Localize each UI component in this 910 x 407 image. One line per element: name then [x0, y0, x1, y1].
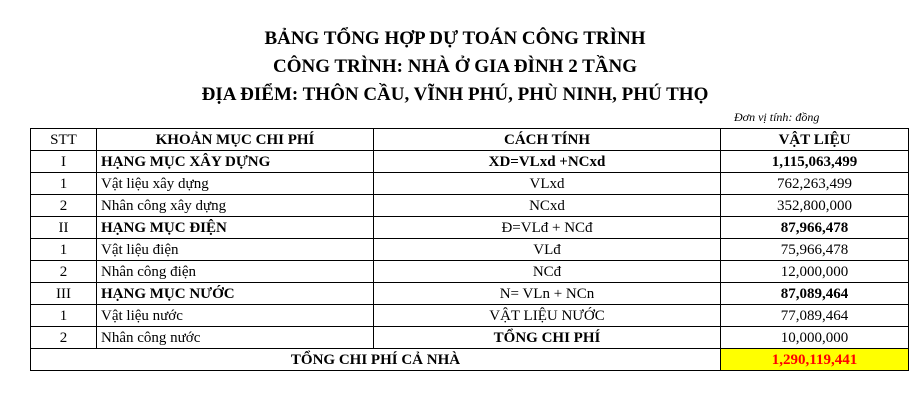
cell-value: 1,115,063,499	[721, 151, 909, 173]
cell-stt: 1	[31, 305, 97, 327]
project-name: CÔNG TRÌNH: NHÀ Ở GIA ĐÌNH 2 TẦNG	[272, 56, 638, 77]
cell-item: HẠNG MỤC ĐIỆN	[97, 217, 374, 239]
cell-item: Vật liệu điện	[97, 239, 374, 261]
cell-calc: Đ=VLđ + NCđ	[374, 217, 721, 239]
cell-item: Nhân công điện	[97, 261, 374, 283]
unit-note: Đơn vị tính: đồng	[734, 110, 820, 124]
table-row-section	[31, 283, 909, 305]
table-row-section	[31, 217, 909, 239]
table-row-section	[31, 151, 909, 173]
cell-value: 762,263,499	[721, 173, 909, 195]
header-material: VẬT LIỆU	[721, 129, 909, 151]
cell-stt: 1	[31, 239, 97, 261]
total-value: 1,290,119,441	[721, 349, 909, 371]
cell-calc: VLđ	[374, 239, 721, 261]
cell-item: Vật liệu xây dựng	[97, 173, 374, 195]
cell-calc: NCxd	[374, 195, 721, 217]
cell-item: Nhân công xây dựng	[97, 195, 374, 217]
cell-stt: 2	[31, 261, 97, 283]
cell-value: 87,966,478	[721, 217, 909, 239]
table-row	[31, 195, 909, 217]
cell-stt: III	[31, 283, 97, 305]
cell-calc: VẬT LIỆU NƯỚC	[374, 305, 721, 327]
document-title: BẢNG TỔNG HỢP DỰ TOÁN CÔNG TRÌNH	[264, 28, 646, 49]
cell-stt: I	[31, 151, 97, 173]
cell-value: 77,089,464	[721, 305, 909, 327]
cell-stt: 2	[31, 327, 97, 349]
cell-item: Nhân công nước	[97, 327, 374, 349]
cost-summary-table	[30, 128, 909, 371]
header-calculation: CÁCH TÍNH	[374, 129, 721, 151]
table-row	[31, 239, 909, 261]
table-row	[31, 173, 909, 195]
cell-item: HẠNG MỤC XÂY DỰNG	[97, 151, 374, 173]
header-cost-item: KHOẢN MỤC CHI PHÍ	[97, 129, 374, 151]
table-row	[31, 327, 909, 349]
header-stt: STT	[31, 129, 97, 151]
cell-stt: 2	[31, 195, 97, 217]
cell-calc: NCđ	[374, 261, 721, 283]
cell-value: 352,800,000	[721, 195, 909, 217]
cell-calc: XD=VLxd +NCxd	[374, 151, 721, 173]
cell-calc: N= VLn + NCn	[374, 283, 721, 305]
table-row	[31, 305, 909, 327]
cell-value: 87,089,464	[721, 283, 909, 305]
cell-stt: II	[31, 217, 97, 239]
header-row	[31, 129, 909, 151]
cell-value: 75,966,478	[721, 239, 909, 261]
cell-value: 12,000,000	[721, 261, 909, 283]
cell-stt: 1	[31, 173, 97, 195]
total-row	[31, 349, 909, 371]
cell-item: Vật liệu nước	[97, 305, 374, 327]
project-location: ĐỊA ĐIỂM: THÔN CẦU, VĨNH PHÚ, PHÙ NINH, PHÚ THỌ	[201, 84, 709, 105]
cell-value: 10,000,000	[721, 327, 909, 349]
cell-item: HẠNG MỤC NƯỚC	[97, 283, 374, 305]
cell-calc: VLxd	[374, 173, 721, 195]
table-row	[31, 261, 909, 283]
total-label: TỔNG CHI PHÍ CẢ NHÀ	[31, 349, 721, 371]
cell-calc: TỔNG CHI PHÍ	[374, 327, 721, 349]
